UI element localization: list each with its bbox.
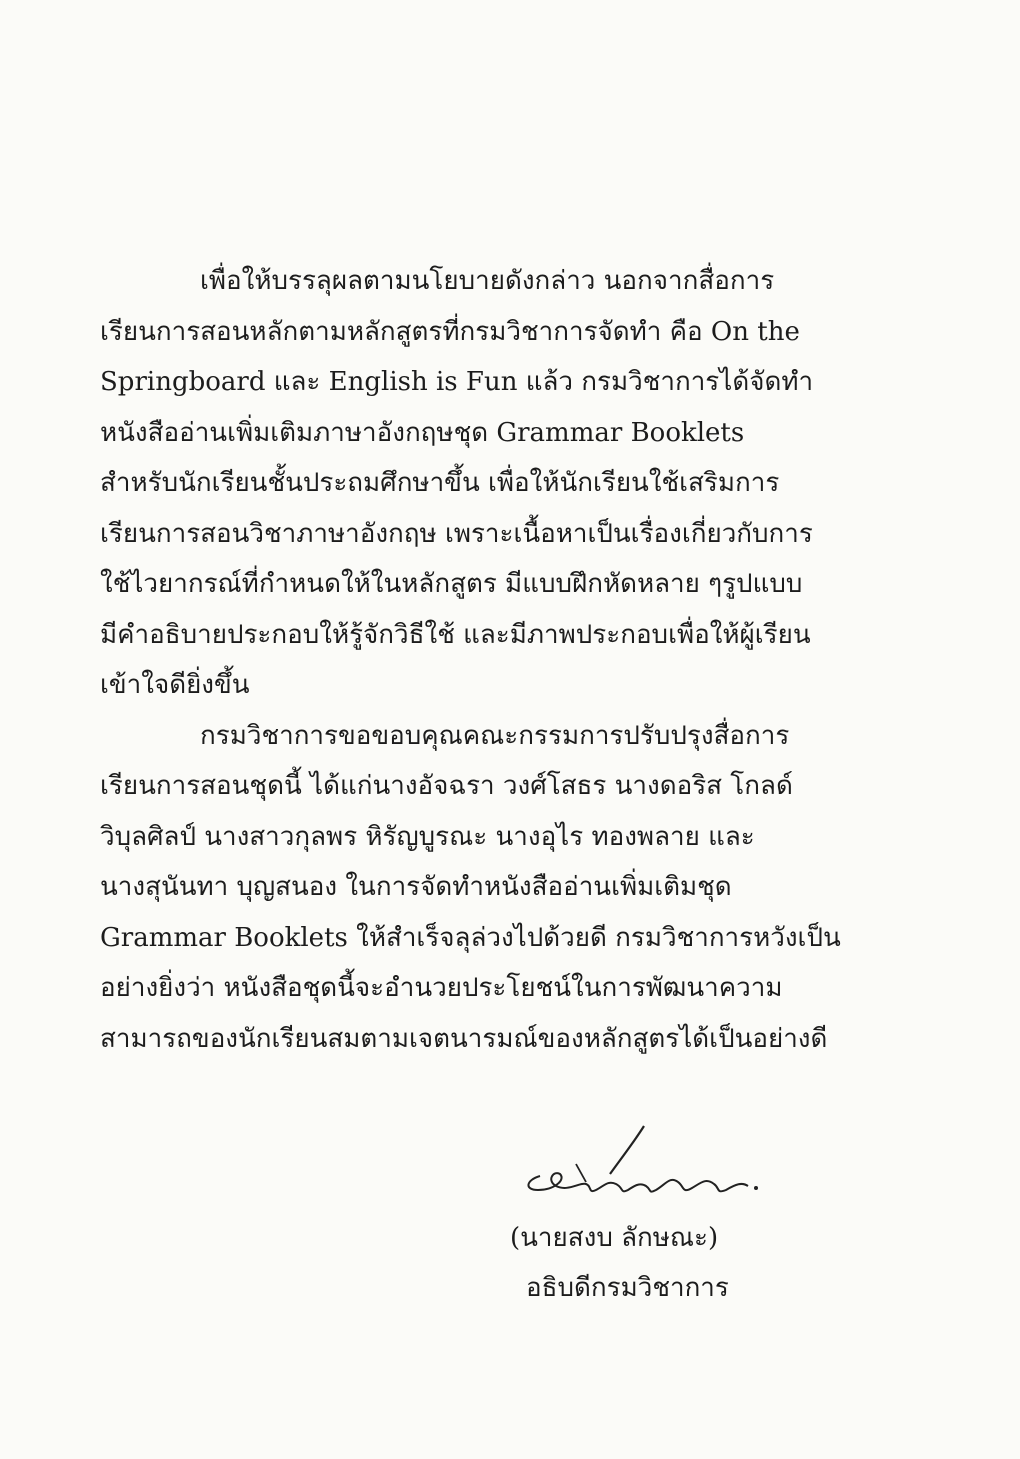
paragraph-1-line: เพื่อให้บรรลุผลตามนโยบายดังกล่าว นอกจากสื่อการ xyxy=(200,266,775,296)
paragraph-2-line: เรียนการสอนชุดนี้ ได้แก่นางอัจฉรา วงศ์โสธร นางดอริส โกลด์ xyxy=(100,771,793,801)
signer-name: (นายสงบ ลักษณะ) xyxy=(510,1223,719,1253)
paragraph-1-line: เรียนการสอนหลักตามหลักสูตรที่กรมวิชาการจัดทำ คือ On the xyxy=(100,316,800,347)
body-text xyxy=(100,256,900,1064)
paragraph-2-line: Grammar Booklets ให้สำเร็จลุล่วงไปด้วยดี กรมวิชาการหวังเป็น xyxy=(100,922,841,953)
paragraph-1-line: หนังสืออ่านเพิ่มเติมภาษาอังกฤษชุด Grammar Booklets xyxy=(100,417,745,448)
paragraph-1-line: ใช้ไวยากรณ์ที่กำหนดให้ในหลักสูตร มีแบบฝึกหัดหลาย ๆรูปแบบ xyxy=(100,569,803,599)
paragraph-2-line: กรมวิชาการขอขอบคุณคณะกรรมการปรับปรุงสื่อการ xyxy=(200,720,790,751)
paragraph-2-line: นางสุนันทา บุญสนอง ในการจัดทำหนังสืออ่านเพิ่มเติมชุด xyxy=(100,872,732,902)
paragraph-1-line: สำหรับนักเรียนชั้นประถมศึกษาขึ้น เพื่อให้นักเรียนใช้เสริมการ xyxy=(100,468,780,498)
paragraph-1-line: เรียนการสอนวิชาภาษาอังกฤษ เพราะเนื้อหาเป็นเรื่องเกี่ยวกับการ xyxy=(100,518,813,549)
signer-title: อธิบดีกรมวิชาการ xyxy=(526,1273,729,1303)
paragraph-1-line: มีคำอธิบายประกอบให้รู้จักวิธีใช้ และมีภาพประกอบเพื่อให้ผู้เรียน xyxy=(100,619,811,650)
paragraph-2-line: วิบุลศิลป์ นางสาวกุลพร หิรัญบูรณะ นางอุไร ทองพลาย และ xyxy=(100,821,755,852)
paragraph-1-line: เข้าใจดียิ่งขึ้น xyxy=(100,670,250,700)
paragraph-2-line: อย่างยิ่งว่า หนังสือชุดนี้จะอำนวยประโยชน์ในการพัฒนาความ xyxy=(100,973,783,1003)
paragraph-2-line: สามารถของนักเรียนสมตามเจตนารมณ์ของหลักสูตรได้เป็นอย่างดี xyxy=(100,1023,828,1054)
paragraph-1-line: Springboard และ English is Fun แล้ว กรมวิชาการได้จัดทำ xyxy=(100,367,814,397)
handwritten-signature xyxy=(516,1124,766,1204)
